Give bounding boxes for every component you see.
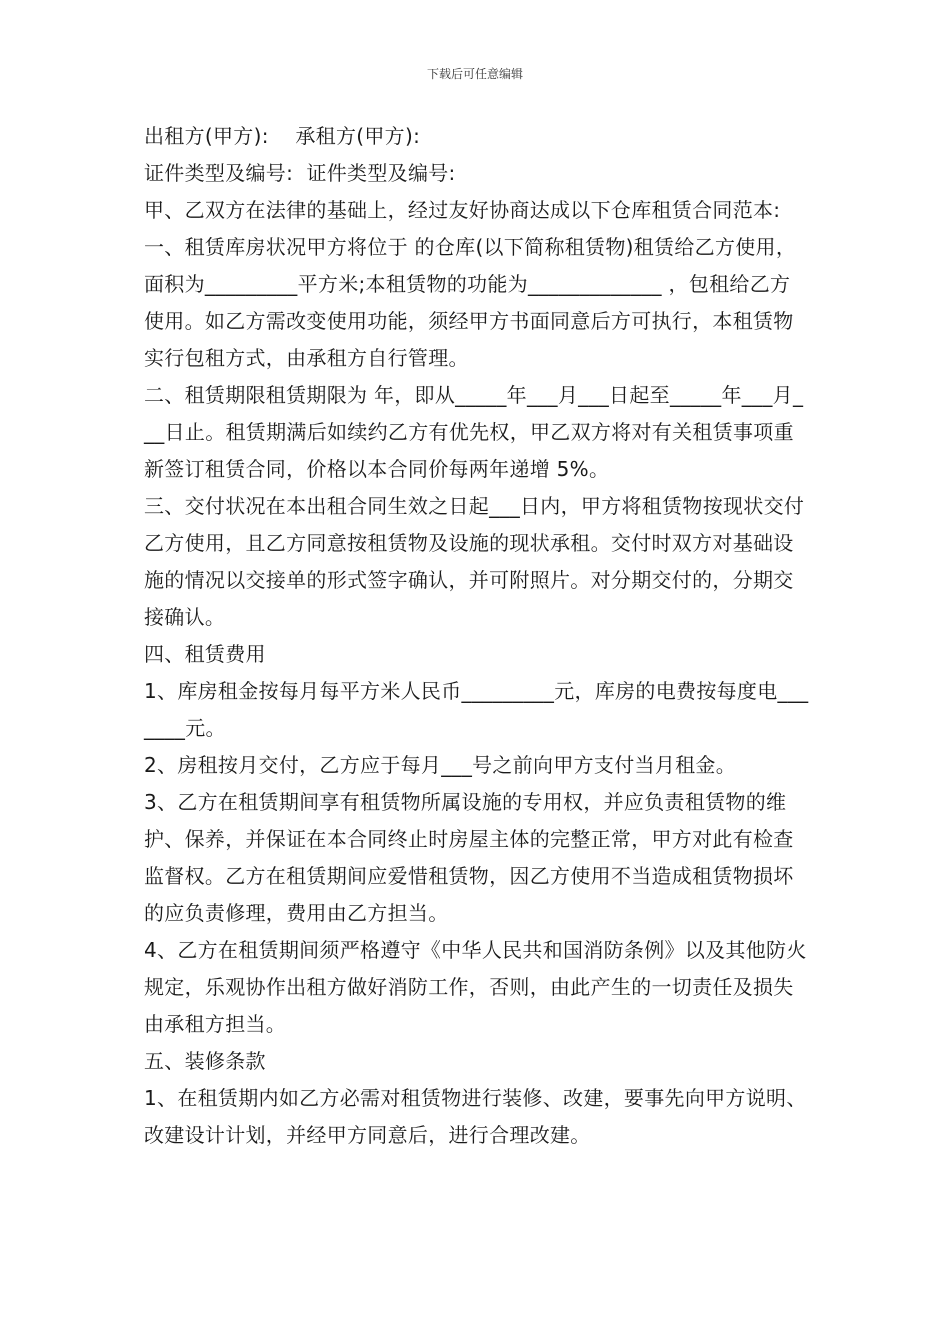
clause-4-3-maintenance: 3、乙方在租赁期间享有租赁物所属设施的专用权，并应负责租赁物的维护、保养，并保证在本合同终止时房屋主体的完整正常，甲方对此有检查监督权。乙方在租赁期间应爱惜租赁物，因乙方使用不当造成租赁物损坏的应负责修理，费用由乙方担当。: [144, 790, 794, 925]
clause-4-4-fire-safety: 4、乙方在租赁期间须严格遵守《中华人民共和国消防条例》以及其他防火规定，乐观协作出租方做好消防工作，否则，由此产生的一切责任及损失由承租方担当。: [144, 938, 807, 1036]
section-4-heading: 四、租赁费用: [144, 642, 266, 666]
id-type-line: 证件类型及编号: 证件类型及编号:: [144, 161, 456, 185]
clause-3-delivery: 三、交付状况在本出租合同生效之日起___日内，甲方将租赁物按现状交付乙方使用，且乙方同意按租赁物及设施的现状承租。交付时双方对基础设施的情况以交接单的形式签字确认，并可附照片。对分期交付的，分期交接确认。: [144, 494, 805, 629]
clause-4-2-payment: 2、房租按月交付，乙方应于每月___号之前向甲方支付当月租金。: [144, 753, 737, 777]
clause-2-lease-term: 二、租赁期限租赁期限为 年，即从_____年___月___日起至_____年___月___日止。租赁期满后如续约乙方有优先权，甲乙双方将对有关租赁事项重新签订租赁合同，价格以本合同价每两年递增 5%。: [144, 383, 804, 481]
clause-5-1-renovation: 1、在租赁期内如乙方必需对租赁物进行装修、改建，要事先向甲方说明、改建设计计划，并经甲方同意后，进行合理改建。: [144, 1086, 807, 1147]
party-names-line: 出租方(甲方): 承租方(甲方):: [144, 124, 421, 148]
page-header-note: 下载后可任意编辑: [426, 67, 523, 81]
clause-4-1-rent: 1、库房租金按每月每平方米人民币_________元，库房的电费按每度电_______元。: [144, 679, 809, 740]
clause-1-warehouse-status: 一、租赁库房状况甲方将位于 的仓库(以下简称租赁物)租赁给乙方使用，面积为_________平方米;本租赁物的功能为_____________ ，包租给乙方使用。如乙方需改变使用功能，须经甲方书面同意后方可执行，本租赁物实行包租方式，由承租方自行管理。: [144, 235, 797, 370]
document-body: [144, 118, 810, 1154]
section-5-heading: 五、装修条款: [144, 1049, 266, 1073]
preamble-paragraph: 甲、乙双方在法律的基础上，经过友好协商达成以下仓库租赁合同范本:: [144, 198, 781, 222]
